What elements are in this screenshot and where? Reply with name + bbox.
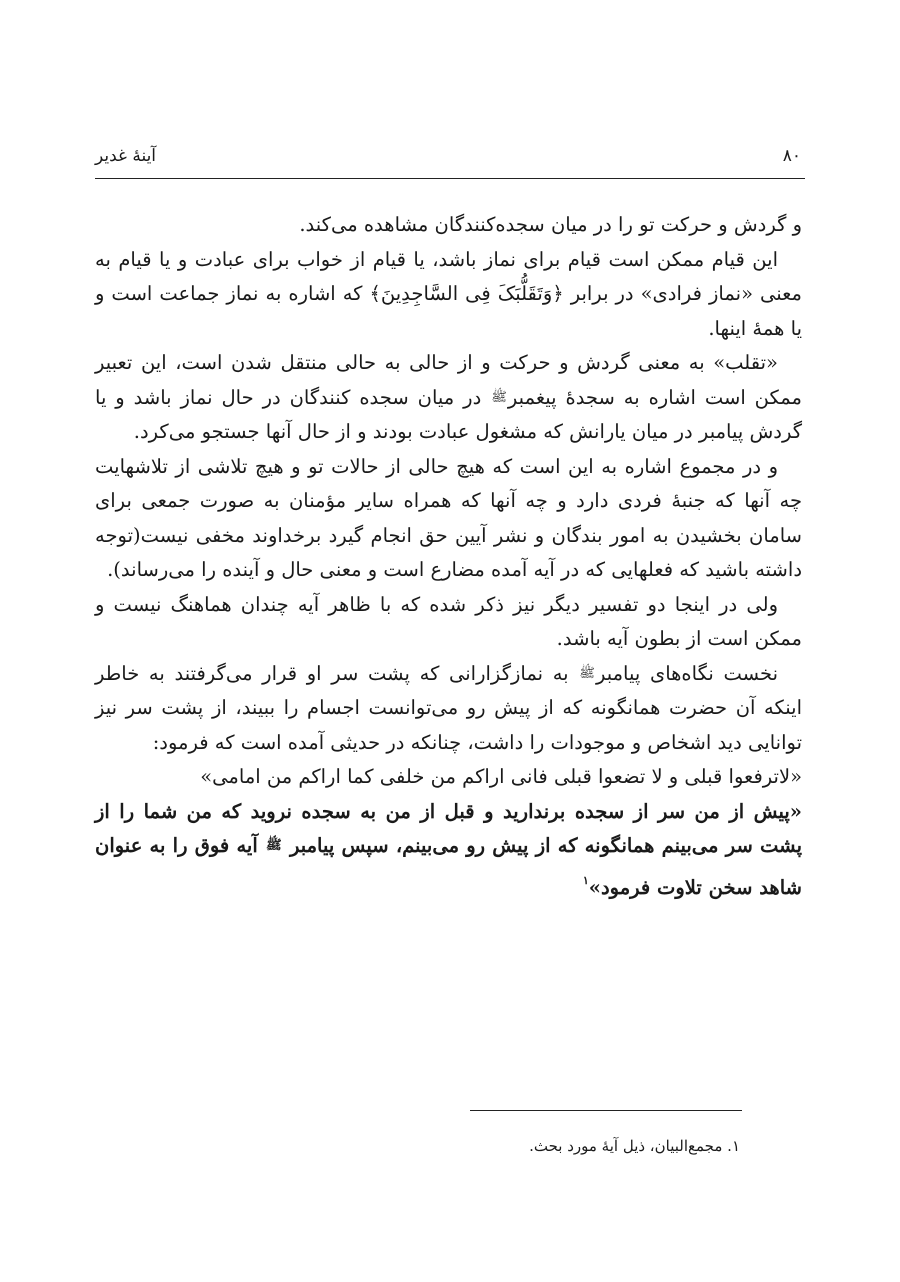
hadith-translation-part-2: آیه فوق را به عنوان شاهد سخن تلاوت فرمود» xyxy=(95,834,802,899)
hadith-translation-part-1: «پیش از من سر از سجده برندارید و قبل از من به سجده نروید که من شما را از پشت سر می‌بینم همانگونه که از پیش رو می‌بینم، سپس پیامبر xyxy=(95,799,802,857)
running-header xyxy=(95,146,805,179)
paragraph-4: و در مجموع اشاره به این است که هیچ حالی از حالات تو و هیچ تلاشی از تلاشهایت چه آنها که جنبهٔ فردی دارد و چه آنها که همراه سایر مؤمنان به صورت جمعی برای سامان بخشیدن به امور بندگان و نشر آیین حق انجام گیرد برخداوند مخفی نیست(توجه داشته باشید که فعلهایی که در آیه آمده مضارع است و معنی حال و آینده را می‌رساند). xyxy=(95,454,802,581)
paragraph-3-part-1: «تقلب» به معنی گردش و حرکت و از حالی به حالی منتقل شدن است، این تعبیر ممکن است اشاره به سجدهٔ پیغمبر xyxy=(95,351,802,409)
hadith-arabic: «لاترفعوا قبلی و لا تضعوا قبلی فانی اراکم من خلفی کما اراکم من امامی» xyxy=(200,765,802,788)
paragraph-6 xyxy=(95,657,802,761)
paragraph-1: و گردش و حرکت تو را در میان سجده‌کنندگان مشاهده می‌کند. xyxy=(299,213,802,236)
paragraph-3-part-2: در میان سجده کنندگان در حال نماز باشد و یا گردش پیامبر در میان یارانش که مشغول عبادت بودند و از حال آنها جستجو می‌کرد. xyxy=(95,385,802,443)
paragraph-2: این قیام ممکن است قیام برای نماز باشد، یا قیام از خواب برای عبادت و یا قیام به معنی «نماز فرادی» در برابر ﴿وَتَقَلُّبَکَ فِی السَّاجِدِینَ﴾ که اشاره به نماز جماعت است و یا همهٔ اینها. xyxy=(95,247,802,340)
footnote: ۱. مجمع‌البیان، ذیل آیهٔ مورد بحث. xyxy=(529,1137,740,1155)
book-title: آینهٔ غدیر xyxy=(95,146,157,166)
paragraph-3 xyxy=(95,346,802,450)
body-text xyxy=(95,208,802,905)
honorific-symbol: ﷺ xyxy=(491,389,507,405)
paragraph-6-part-2: به نمازگزارانی که پشت سر او قرار می‌گرفتند به خاطر اینکه آن حضرت همانگونه که از پیش رو می‌توانست اجسام را ببیند، از پشت سر نیز توانایی دید اشخاص و موجودات را داشت، چنانکه در حدیثی آمده است که فرمود: xyxy=(95,661,802,754)
paragraph-5: ولی در اینجا دو تفسیر دیگر نیز ذکر شده که با ظاهر آیه چندان هماهنگ نیست و ممکن است از بطون آیه باشد. xyxy=(95,592,802,650)
paragraph-6-part-1: نخست نگاه‌های پیامبر xyxy=(595,661,779,685)
honorific-symbol: ﷺ xyxy=(579,665,595,681)
hadith-translation xyxy=(95,795,802,906)
page-number: ۸۰ xyxy=(782,146,801,166)
footnote-divider xyxy=(470,1110,742,1111)
honorific-symbol: ﷺ xyxy=(266,838,282,853)
footnote-marker: ۱ xyxy=(582,873,589,887)
